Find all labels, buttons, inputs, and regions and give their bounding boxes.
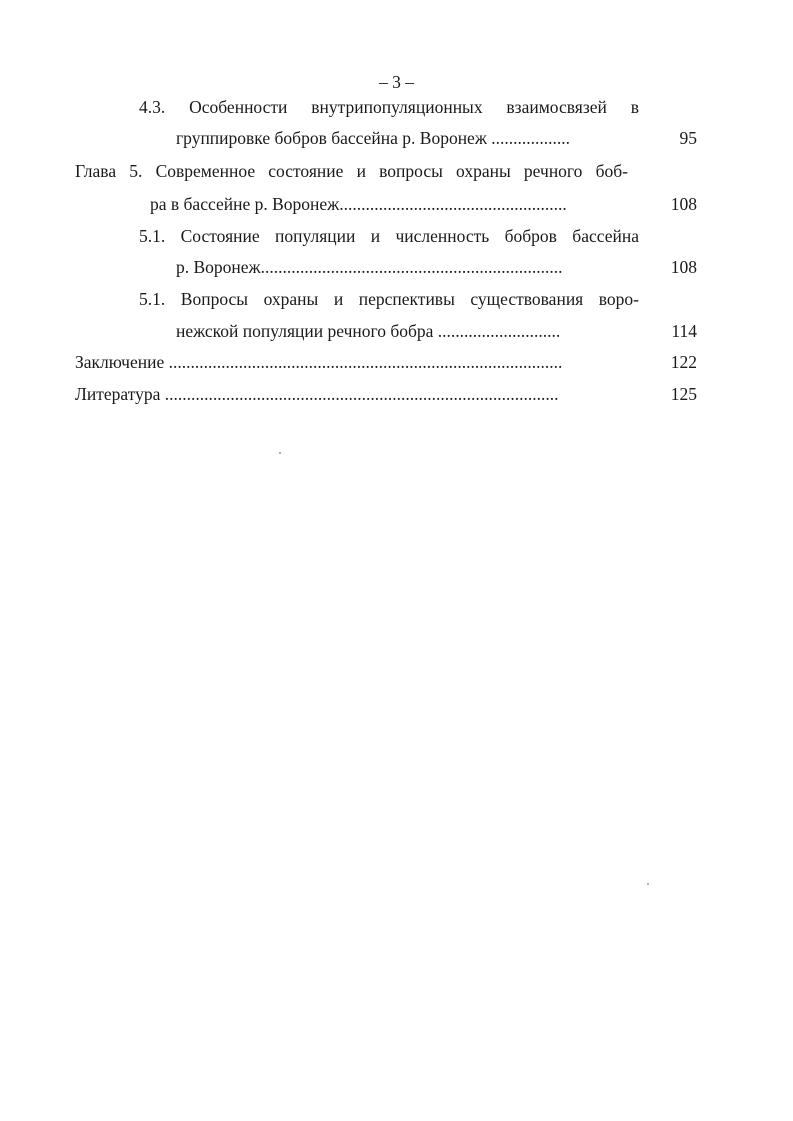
scan-speck (647, 883, 649, 885)
toc-entry-conclusion-page: 122 (670, 352, 697, 372)
toc-entry-literature-page: 125 (670, 384, 697, 404)
toc-entry-literature: Литература .......................................................................................... (75, 384, 559, 404)
toc-entry-conclusion: Заключение .......................................................................................... (75, 352, 563, 372)
toc-entry-4-3-line-2: группировке бобров бассейна р. Воронеж .................. (176, 128, 571, 148)
toc-entry-chapter-5-page: 108 (670, 194, 697, 214)
toc-entry-chapter-5-line-1: Глава 5. Современное состояние и вопросы охраны речного боб- (75, 161, 628, 181)
toc-entry-4-3-page: 95 (679, 128, 697, 148)
toc-entry-5-1-state-page: 108 (670, 257, 697, 277)
toc-entry-5-1-protection-line-2: нежской популяции речного бобра ............................ (176, 321, 561, 341)
toc-entry-4-3-line-1: 4.3. Особенности внутрипопуляционных взаимосвязей в (139, 97, 639, 117)
toc-entry-5-1-state-line-2: р. Воронеж..................................................................... (176, 257, 563, 277)
toc-entry-5-1-protection-line-1: 5.1. Вопросы охраны и перспективы существования воро- (139, 289, 639, 309)
toc-entry-5-1-protection-page: 114 (671, 321, 697, 341)
page-number: – 3 – (379, 72, 414, 92)
scan-speck (279, 452, 281, 454)
toc-entry-chapter-5-line-2: ра в бассейне р. Воронеж.................................................... (150, 194, 567, 214)
toc-entry-5-1-state-line-1: 5.1. Состояние популяции и численность бобров бассейна (139, 226, 639, 246)
